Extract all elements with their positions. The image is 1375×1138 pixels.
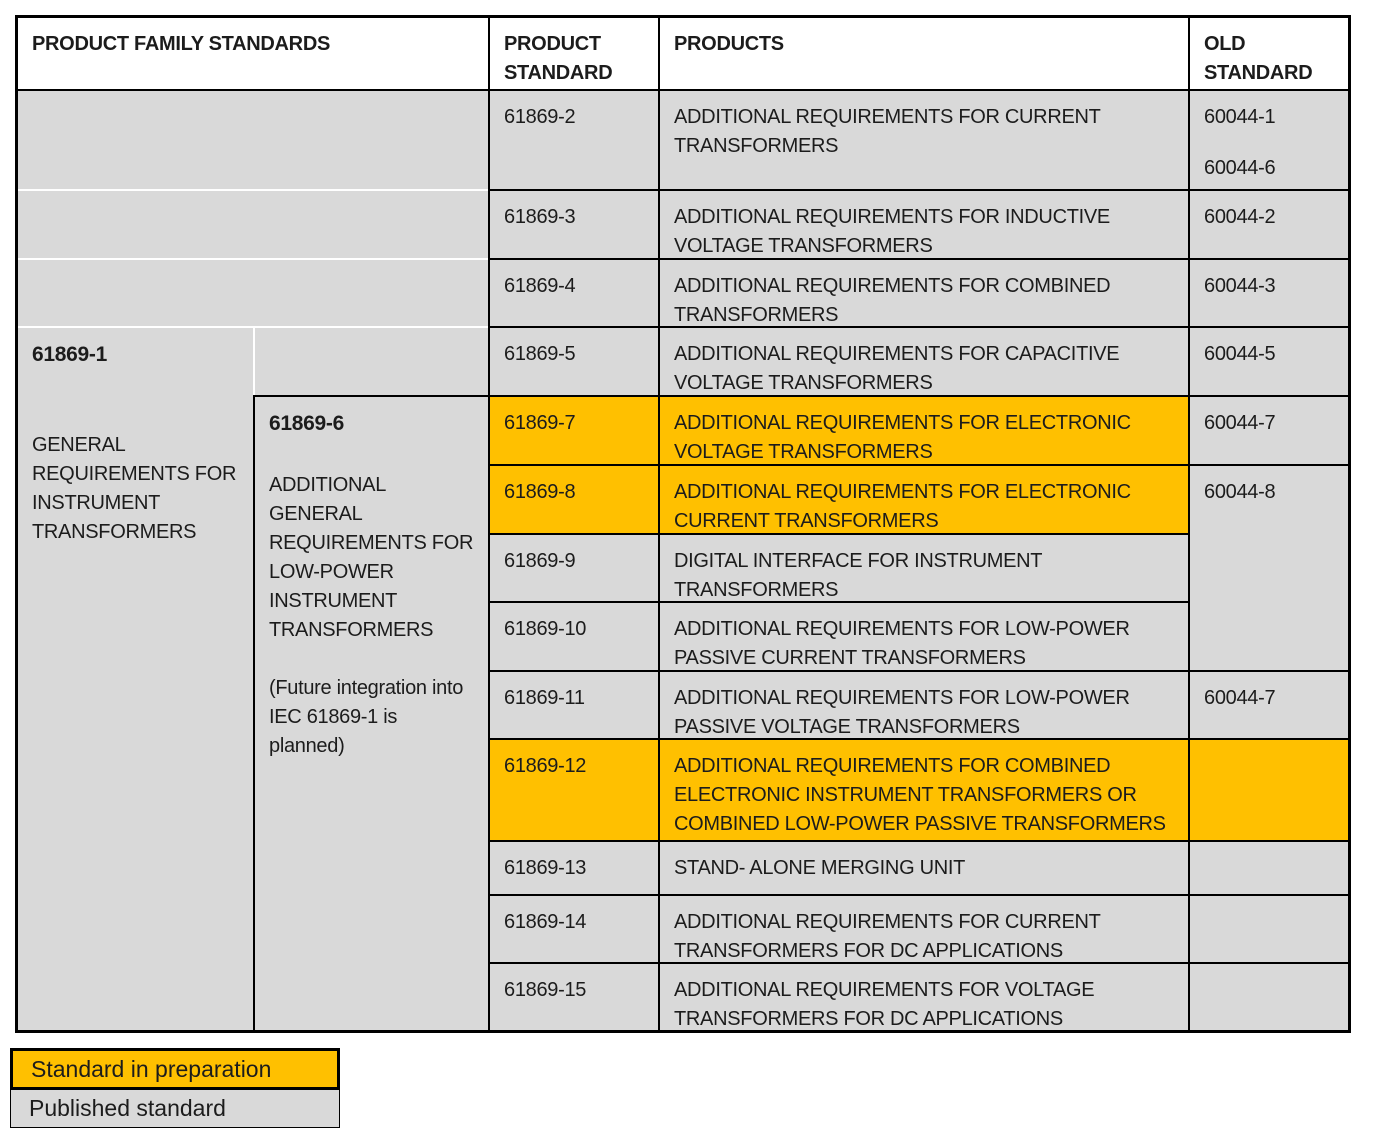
products-cell: ADDITIONAL REQUIREMENTS FOR LOW-POWER PASSIVE CURRENT TRANSFORMERS (658, 601, 1188, 670)
product-standard-cell: 61869-8 (488, 464, 658, 533)
family-description: ADDITIONAL GENERAL REQUIREMENTS FOR LOW-POWER INSTRUMENT TRANSFORMERS (269, 474, 474, 641)
header-product-standard: PRODUCT STANDARD (488, 18, 658, 89)
product-standard-cell: 61869-10 (488, 601, 658, 670)
products-cell: DIGITAL INTERFACE FOR INSTRUMENT TRANSFORMERS (658, 533, 1188, 601)
family-blank-cell (18, 189, 488, 258)
old-standard-cell: 60044-7 (1188, 395, 1348, 464)
legend-standard-in-preparation: Standard in preparation (10, 1048, 340, 1090)
products-cell: ADDITIONAL REQUIREMENTS FOR VOLTAGE TRANSFORMERS FOR DC APPLICATIONS (658, 962, 1188, 1030)
products-cell: ADDITIONAL REQUIREMENTS FOR COMBINED TRANSFORMERS (658, 258, 1188, 326)
family-description: GENERAL REQUIREMENTS FOR INSTRUMENT TRANSFORMERS (32, 434, 237, 543)
products-cell: ADDITIONAL REQUIREMENTS FOR ELECTRONIC VOLTAGE TRANSFORMERS (658, 395, 1188, 464)
old-standard-cell: 60044-5 (1188, 326, 1348, 395)
old-standard-cell-empty (1188, 840, 1348, 894)
old-standard-value: 60044-6 (1204, 157, 1276, 179)
family-standard-61869-6 (253, 395, 488, 1030)
legend (10, 1048, 340, 1128)
old-standard-cell-empty (1188, 962, 1348, 1030)
products-cell: ADDITIONAL REQUIREMENTS FOR INDUCTIVE VOLTAGE TRANSFORMERS (658, 189, 1188, 258)
old-standard-cell-empty (1188, 894, 1348, 962)
product-standard-cell: 61869-5 (488, 326, 658, 395)
products-cell: ADDITIONAL REQUIREMENTS FOR CURRENT TRANSFORMERS (658, 89, 1188, 189)
products-cell: ADDITIONAL REQUIREMENTS FOR LOW-POWER PASSIVE VOLTAGE TRANSFORMERS (658, 670, 1188, 738)
products-cell: ADDITIONAL REQUIREMENTS FOR ELECTRONIC CURRENT TRANSFORMERS (658, 464, 1188, 533)
old-standard-value: 60044-1 (1204, 106, 1276, 128)
product-standard-cell: 61869-3 (488, 189, 658, 258)
old-standard-cell: 60044-7 (1188, 670, 1348, 738)
standards-table (15, 15, 1351, 1033)
products-cell: ADDITIONAL REQUIREMENTS FOR CURRENT TRANSFORMERS FOR DC APPLICATIONS (658, 894, 1188, 962)
products-cell: ADDITIONAL REQUIREMENTS FOR CAPACITIVE VOLTAGE TRANSFORMERS (658, 326, 1188, 395)
legend-published-standard: Published standard (10, 1090, 340, 1128)
family-blank-cell (18, 258, 488, 326)
old-standard-cell-empty (1188, 738, 1348, 840)
header-old-standard: OLD STANDARD (1188, 18, 1348, 89)
product-standard-cell: 61869-4 (488, 258, 658, 326)
header-product-family-standards: PRODUCT FAMILY STANDARDS (18, 18, 488, 89)
family-code: 61869-6 (269, 412, 344, 435)
product-standard-cell: 61869-7 (488, 395, 658, 464)
product-standard-cell: 61869-13 (488, 840, 658, 894)
family-standard-61869-1 (18, 326, 253, 1030)
product-standard-cell: 61869-9 (488, 533, 658, 601)
product-standard-cell: 61869-2 (488, 89, 658, 189)
family-note: (Future integration into IEC 61869-1 is planned) (269, 677, 464, 757)
product-standard-cell: 61869-12 (488, 738, 658, 840)
old-standard-cell: 60044-2 (1188, 189, 1348, 258)
products-cell: STAND- ALONE MERGING UNIT (658, 840, 1188, 894)
family-blank-cell (18, 89, 488, 189)
product-standard-cell: 61869-15 (488, 962, 658, 1030)
old-standard-cell: 60044-3 (1188, 258, 1348, 326)
product-standard-cell: 61869-14 (488, 894, 658, 962)
family-blank-subcell (253, 326, 488, 395)
product-standard-cell: 61869-11 (488, 670, 658, 738)
family-code: 61869-1 (32, 343, 107, 366)
header-products: PRODUCTS (658, 18, 1188, 89)
old-standard-cell (1188, 89, 1348, 189)
old-standard-cell-merged: 60044-8 (1188, 464, 1348, 670)
products-cell: ADDITIONAL REQUIREMENTS FOR COMBINED ELECTRONIC INSTRUMENT TRANSFORMERS OR COMBINED LOW-POWER PASSIVE TRANSFORMERS (658, 738, 1188, 840)
